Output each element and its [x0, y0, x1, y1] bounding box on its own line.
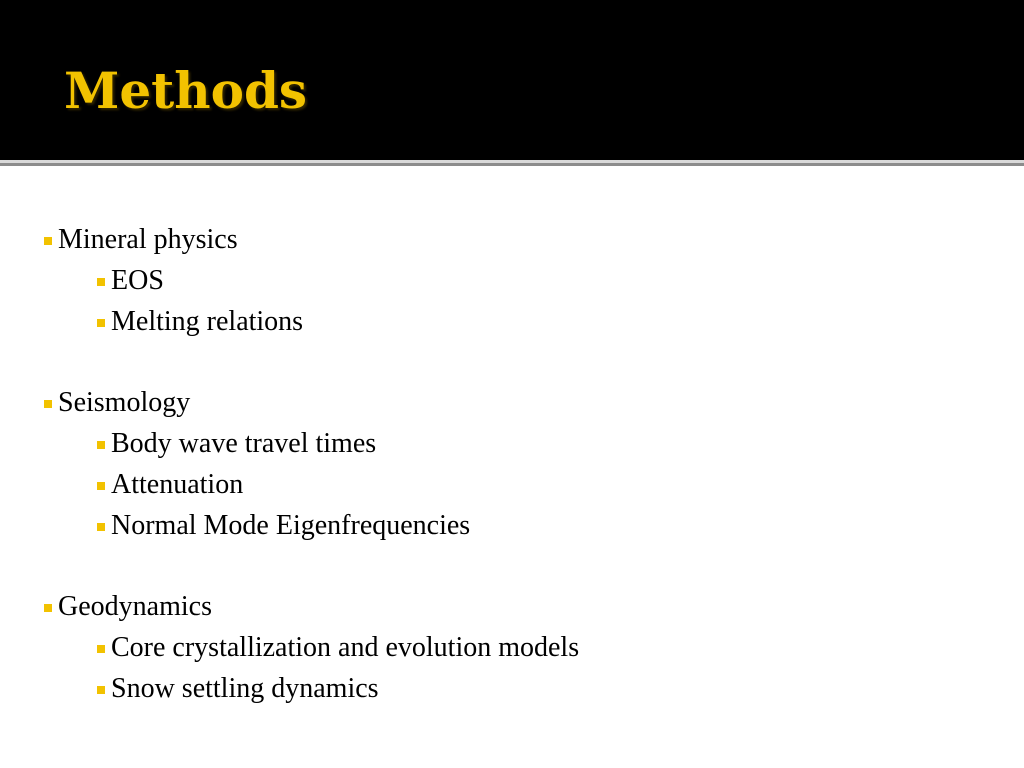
square-bullet-icon [97, 523, 105, 531]
list-item-label: Attenuation [111, 468, 244, 500]
section-spacer [44, 546, 984, 587]
list-item-label: Snow settling dynamics [111, 672, 379, 704]
list-item [44, 669, 984, 710]
section-seismology [44, 383, 984, 424]
square-bullet-icon [97, 319, 105, 327]
section-label: Mineral physics [58, 224, 238, 255]
list-item-label: Melting relations [111, 305, 304, 337]
list-item [44, 261, 984, 302]
list-item-label: Normal Mode Eigenfrequencies [111, 509, 471, 541]
square-bullet-icon [97, 482, 105, 490]
bullet-list [44, 220, 984, 710]
section-label: Seismology [58, 387, 191, 419]
slide-title: Methods [64, 61, 308, 120]
list-item [44, 302, 984, 343]
list-item [44, 465, 984, 506]
square-bullet-icon [97, 645, 105, 653]
list-item [44, 424, 984, 465]
square-bullet-icon [97, 686, 105, 694]
title-divider-dark [0, 163, 1024, 166]
square-bullet-icon [97, 278, 105, 286]
list-item [44, 628, 984, 669]
list-item-label: Core crystallization and evolution models [111, 631, 580, 663]
list-item [44, 506, 984, 547]
square-bullet-icon [44, 237, 52, 245]
list-item-label: Body wave travel times [111, 427, 377, 459]
section-mineral-physics [44, 220, 984, 261]
section-label: Geodynamics [58, 591, 212, 623]
square-bullet-icon [97, 441, 105, 449]
square-bullet-icon [44, 604, 52, 612]
square-bullet-icon [44, 400, 52, 408]
section-geodynamics [44, 587, 984, 628]
section-spacer [44, 342, 984, 383]
list-item-label: EOS [111, 264, 164, 296]
